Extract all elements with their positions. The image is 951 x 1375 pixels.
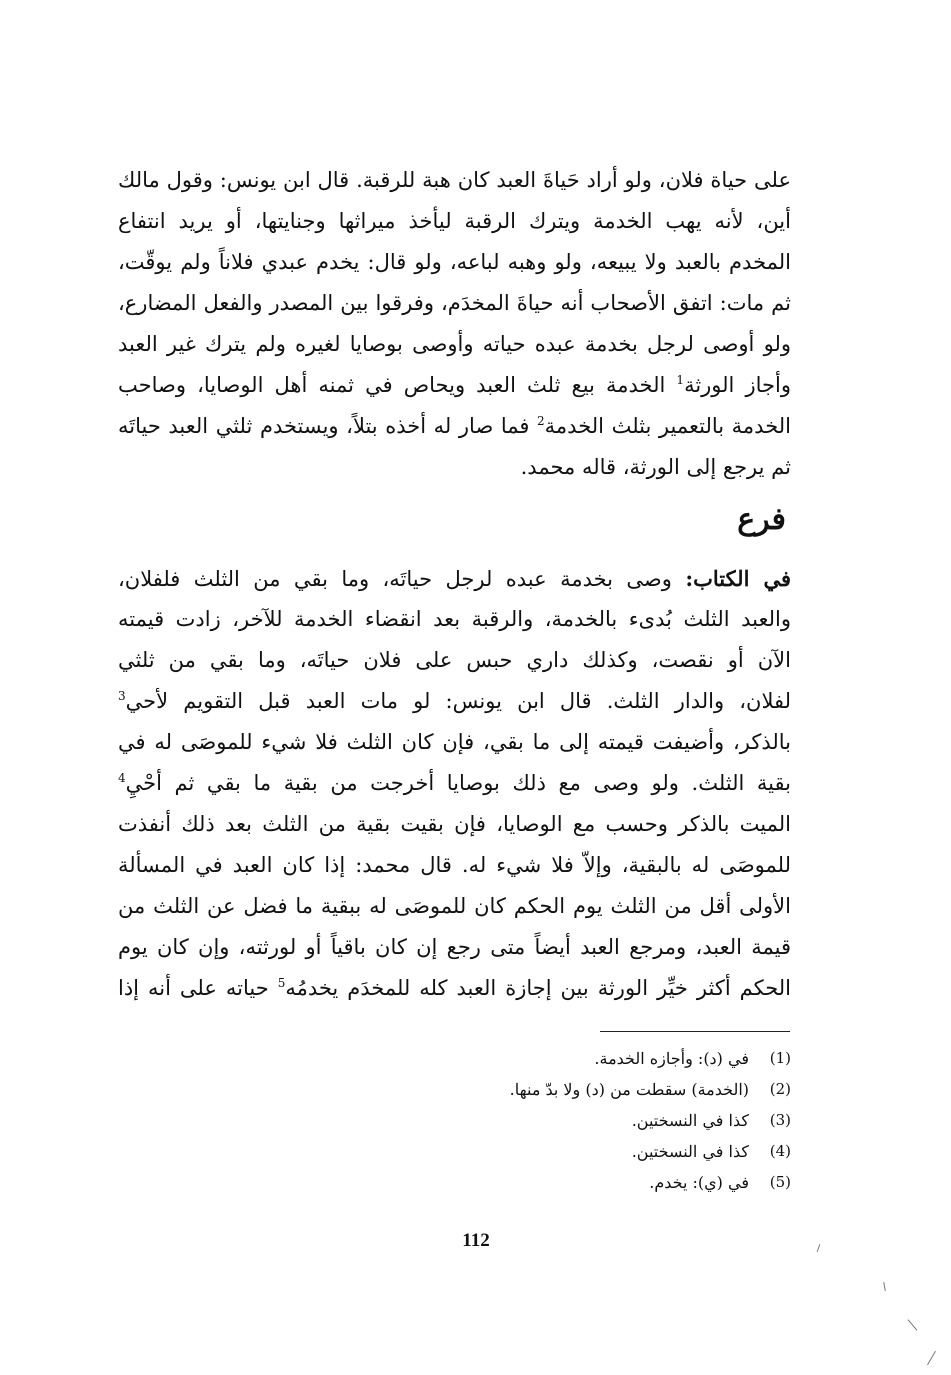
- text-line: [118, 681, 791, 722]
- footnote-text: في (ي): يخدم.: [649, 1173, 749, 1192]
- section-heading: فرع: [737, 502, 786, 537]
- footnote-divider: [600, 1031, 790, 1032]
- footnotes: [391, 1043, 791, 1198]
- text-line: الآن أو نقصت، وكذلك داري حبس على فلان حياتَه، وما بقي من ثلثي: [118, 648, 791, 672]
- lead-term: في الكتاب:: [685, 566, 791, 591]
- footnote-ref: 4: [118, 771, 126, 785]
- footnote-ref: 2: [537, 414, 545, 428]
- footnote-text: (الخدمة) سقطت من (د) ولا بدّ منها.: [509, 1080, 749, 1099]
- text-segment: الحكم أكثر خيِّر الورثة بين إجازة العبد كله للمخدَم يخدمُه: [285, 976, 791, 1000]
- text-segment: لفلان، والدار الثلث. قال ابن يونس: لو مات العبد قبل التقويم لأحي: [125, 689, 791, 713]
- text-line: المخدم بالعبد ولا يبيعه، ولو وهبه لباعه، ولو قال: يخدم عبدي فلاناً ولم يوقّت،: [118, 250, 791, 274]
- text-line: للموصَى له بالبقية، وإلاّ فلا شيء له. قال محمد: إذا كان العبد في المسألة: [118, 853, 791, 877]
- scan-artifact: [908, 1319, 918, 1330]
- footnote-ref: 5: [277, 976, 286, 990]
- footnote-item: [391, 1043, 791, 1074]
- text-segment: فما صار له أخذه بتلاً، ويستخدم ثلثي العبد حياتَه: [118, 414, 538, 438]
- text-line: قيمة العبد، ومرجع العبد أيضاً متى رجع إن كان باقياً أو لورثته، وإن كان يوم: [118, 935, 791, 959]
- text-segment: وصى بخدمة عبده لرجل حياتَه، وما بقي من الثلث فلفلان،: [118, 567, 686, 591]
- text-line: [118, 365, 791, 406]
- footnote-number: (3): [769, 1111, 791, 1129]
- scan-artifact: [883, 1282, 886, 1291]
- footnote-item: [391, 1167, 791, 1198]
- text-line: بالذكر، وأضيفت قيمته إلى ما بقي، فإن كان الثلث فلا شيء للموصَى له في: [118, 730, 791, 754]
- text-segment: بقية الثلث. ولو وصى مع ذلك بوصايا أخرجت من بقية ما بقي ثم أحْيِ: [125, 771, 791, 795]
- footnote-item: [391, 1136, 791, 1167]
- footnote-item: [391, 1105, 791, 1136]
- scan-artifact: [927, 1351, 936, 1365]
- footnote-number: (4): [769, 1142, 791, 1160]
- text-line: ولو أوصى لرجل بخدمة عبده حياته وأوصى بوصايا لغيره ولم يترك غير العبد: [118, 332, 791, 356]
- text-line: الأولى أقل من الثلث يوم الحكم كان للموصَى له ببقية ما فضل عن الثلث من: [118, 894, 791, 918]
- text-line: ثم يرجع إلى الورثة، قاله محمد.: [520, 455, 791, 479]
- footnote-number: (1): [769, 1049, 791, 1067]
- text-segment: حياته على أنه إذا: [118, 976, 278, 1000]
- scan-artifact: [817, 1244, 821, 1252]
- paragraph-2: [118, 558, 791, 1009]
- footnote-ref: 1: [676, 373, 685, 387]
- text-segment: الخدمة بالتعمير بثلث الخدمة: [544, 414, 791, 438]
- text-line: على حياة فلان، ولو أراد حَياةَ العبد كان هبة للرقبة. قال ابن يونس: وقول مالك: [118, 168, 791, 192]
- text-line: [118, 968, 791, 1009]
- footnote-text: في (د): وأجازه الخدمة.: [594, 1049, 749, 1068]
- text-line: أين، لأنه يهب الخدمة ويترك الرقبة ليأخذ ميراثها وجنايتها، أو يريد انتفاع: [118, 209, 791, 233]
- footnote-item: [391, 1074, 791, 1105]
- text-line: والعبد الثلث بُدىء بالخدمة، والرقبة بعد انقضاء الخدمة للآخر، زادت قيمته: [118, 607, 791, 631]
- text-line: [118, 763, 791, 804]
- text-line: ثم مات: اتفق الأصحاب أنه حياةَ المخدَم، وفرقوا بين المصدر والفعل المضارع،: [118, 291, 791, 315]
- footnote-number: (5): [769, 1173, 791, 1191]
- footnote-number: (2): [769, 1080, 791, 1098]
- text-segment: الخدمة بيع ثلث العبد ويحاص في ثمنه أهل الوصايا، وصاحب: [118, 373, 677, 397]
- text-line: [118, 558, 791, 599]
- page-number: 112: [462, 1230, 490, 1251]
- text-line: [118, 406, 791, 447]
- footnote-text: كذا في النسختين.: [631, 1142, 749, 1161]
- footnote-text: كذا في النسختين.: [631, 1111, 749, 1130]
- paragraph-1: [118, 160, 791, 488]
- footnote-ref: 3: [118, 689, 126, 703]
- text-line: الميت بالذكر وحسب مع الوصايا، فإن بقيت بقية من الثلث بعد ذلك أنفذت: [118, 812, 791, 836]
- text-segment: وأجاز الورثة: [684, 373, 791, 397]
